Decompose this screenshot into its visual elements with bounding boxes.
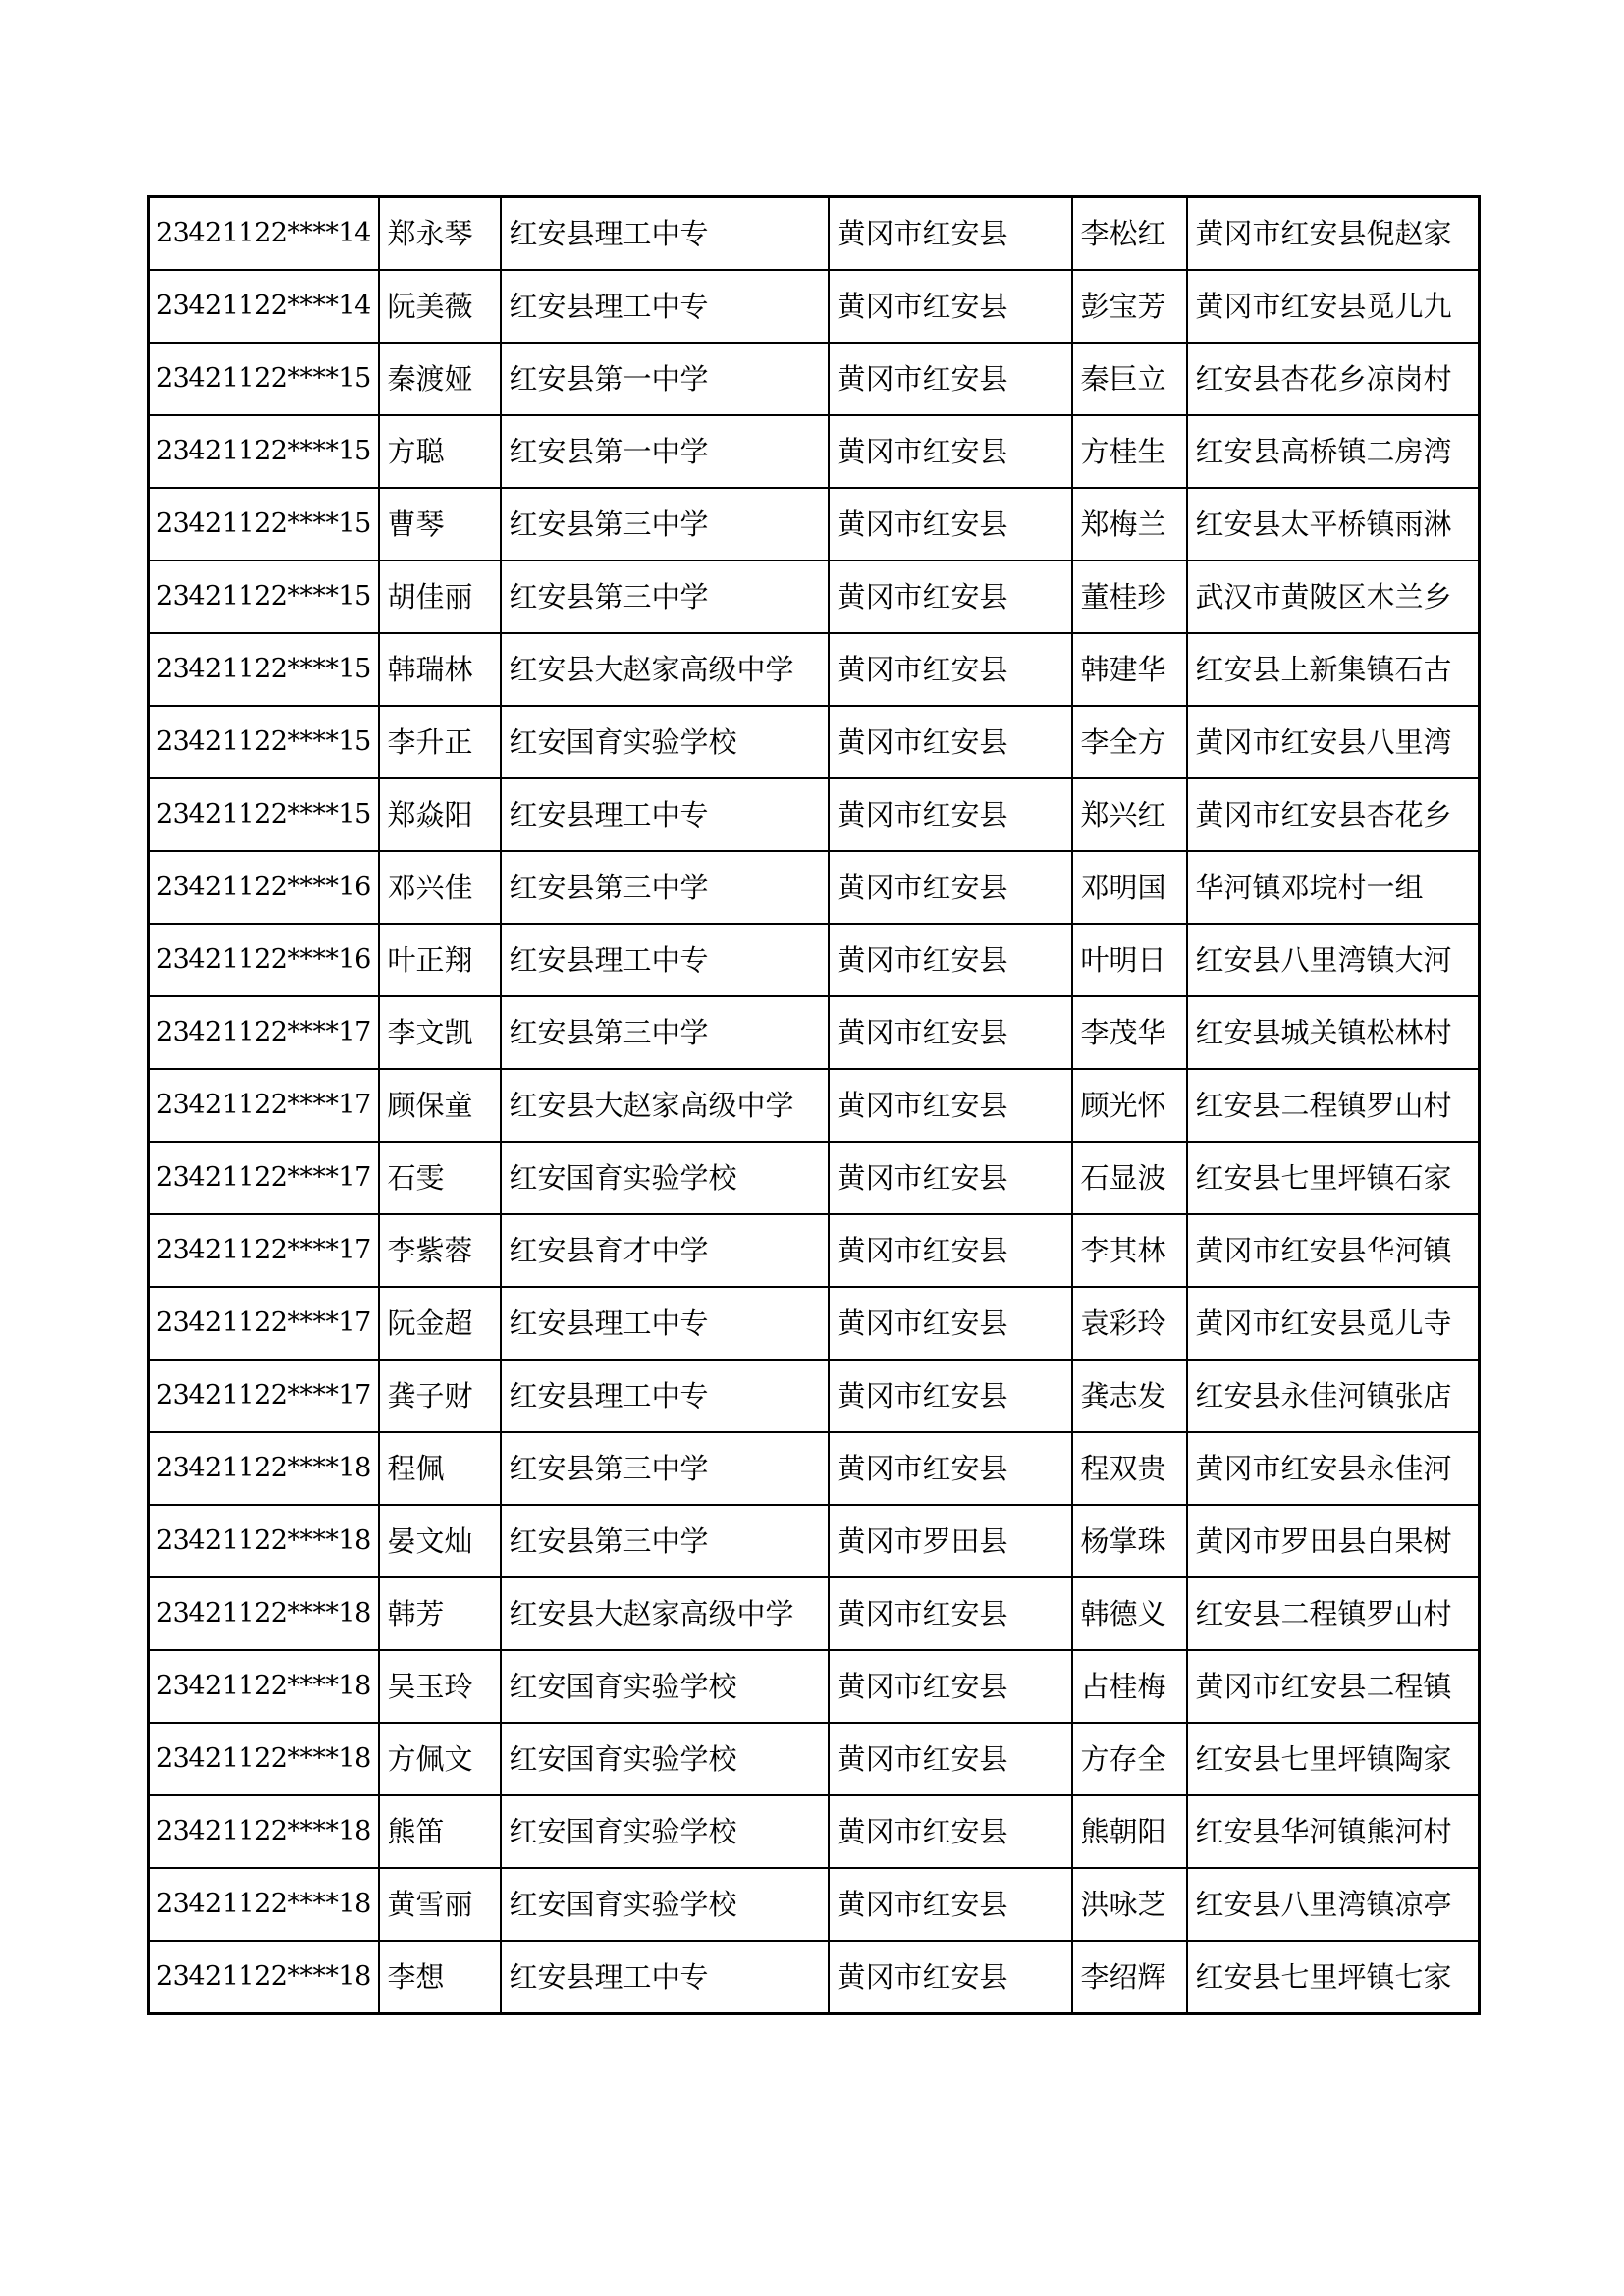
cell-student-name: 方聪 [379, 415, 501, 488]
cell-guardian-name: 李茂华 [1072, 996, 1187, 1069]
cell-city-county: 黄冈市红安县 [829, 343, 1072, 415]
cell-address: 红安县八里湾镇凉亭 [1187, 1868, 1480, 1941]
cell-address: 黄冈市红安县杏花乡 [1187, 778, 1480, 851]
cell-student-name: 阮金超 [379, 1287, 501, 1360]
cell-address: 红安县二程镇罗山村 [1187, 1069, 1480, 1142]
cell-student-name: 晏文灿 [379, 1505, 501, 1577]
cell-school: 红安县理工中专 [501, 1287, 829, 1360]
cell-guardian-name: 李松红 [1072, 197, 1187, 271]
cell-address: 黄冈市红安县二程镇 [1187, 1650, 1480, 1723]
cell-guardian-name: 石显波 [1072, 1142, 1187, 1214]
cell-city-county: 黄冈市红安县 [829, 1795, 1072, 1868]
table-row [149, 1795, 1480, 1868]
cell-guardian-name: 秦巨立 [1072, 343, 1187, 415]
cell-city-county: 黄冈市红安县 [829, 778, 1072, 851]
cell-school: 红安县大赵家高级中学 [501, 1069, 829, 1142]
cell-city-county: 黄冈市红安县 [829, 633, 1072, 706]
cell-id-number: 23421122****17 [149, 1069, 379, 1142]
cell-id-number: 23421122****17 [149, 1287, 379, 1360]
cell-city-county: 黄冈市红安县 [829, 1287, 1072, 1360]
table-row [149, 1868, 1480, 1941]
cell-student-name: 郑永琴 [379, 197, 501, 271]
cell-city-county: 黄冈市红安县 [829, 924, 1072, 996]
cell-id-number: 23421122****15 [149, 488, 379, 561]
cell-guardian-name: 彭宝芳 [1072, 270, 1187, 343]
cell-student-name: 程佩 [379, 1432, 501, 1505]
cell-guardian-name: 韩德义 [1072, 1577, 1187, 1650]
cell-id-number: 23421122****15 [149, 415, 379, 488]
cell-city-county: 黄冈市红安县 [829, 1723, 1072, 1795]
cell-id-number: 23421122****16 [149, 851, 379, 924]
cell-address: 黄冈市红安县觅儿寺 [1187, 1287, 1480, 1360]
table-row [149, 851, 1480, 924]
cell-address: 红安县二程镇罗山村 [1187, 1577, 1480, 1650]
cell-id-number: 23421122****17 [149, 1142, 379, 1214]
cell-address: 红安县上新集镇石古 [1187, 633, 1480, 706]
table-row [149, 343, 1480, 415]
cell-id-number: 23421122****18 [149, 1505, 379, 1577]
table-row [149, 1360, 1480, 1432]
cell-school: 红安县第一中学 [501, 415, 829, 488]
cell-id-number: 23421122****15 [149, 343, 379, 415]
cell-city-county: 黄冈市红安县 [829, 197, 1072, 271]
cell-school: 红安国育实验学校 [501, 706, 829, 778]
table-row [149, 1941, 1480, 2014]
cell-address: 红安县城关镇松林村 [1187, 996, 1480, 1069]
cell-address: 黄冈市红安县华河镇 [1187, 1214, 1480, 1287]
cell-school: 红安县理工中专 [501, 1360, 829, 1432]
cell-id-number: 23421122****14 [149, 197, 379, 271]
cell-guardian-name: 杨掌珠 [1072, 1505, 1187, 1577]
student-table [147, 195, 1481, 2015]
table-row [149, 1505, 1480, 1577]
table-row [149, 197, 1480, 271]
cell-guardian-name: 叶明日 [1072, 924, 1187, 996]
cell-student-name: 郑焱阳 [379, 778, 501, 851]
cell-id-number: 23421122****18 [149, 1723, 379, 1795]
cell-address: 黄冈市红安县永佳河 [1187, 1432, 1480, 1505]
cell-id-number: 23421122****15 [149, 706, 379, 778]
cell-address: 红安县杏花乡凉岗村 [1187, 343, 1480, 415]
cell-id-number: 23421122****18 [149, 1795, 379, 1868]
cell-id-number: 23421122****16 [149, 924, 379, 996]
table-row [149, 1723, 1480, 1795]
cell-city-county: 黄冈市红安县 [829, 270, 1072, 343]
cell-id-number: 23421122****18 [149, 1650, 379, 1723]
cell-address: 红安县七里坪镇陶家 [1187, 1723, 1480, 1795]
cell-school: 红安县第三中学 [501, 996, 829, 1069]
table-row [149, 633, 1480, 706]
cell-school: 红安国育实验学校 [501, 1142, 829, 1214]
cell-city-county: 黄冈市红安县 [829, 851, 1072, 924]
cell-address: 红安县太平桥镇雨淋 [1187, 488, 1480, 561]
cell-city-county: 黄冈市红安县 [829, 488, 1072, 561]
cell-id-number: 23421122****17 [149, 1214, 379, 1287]
cell-guardian-name: 郑梅兰 [1072, 488, 1187, 561]
cell-city-county: 黄冈市红安县 [829, 1650, 1072, 1723]
cell-guardian-name: 顾光怀 [1072, 1069, 1187, 1142]
table-row [149, 996, 1480, 1069]
table-row [149, 270, 1480, 343]
cell-student-name: 韩芳 [379, 1577, 501, 1650]
cell-guardian-name: 李全方 [1072, 706, 1187, 778]
cell-student-name: 黄雪丽 [379, 1868, 501, 1941]
cell-address: 红安县高桥镇二房湾 [1187, 415, 1480, 488]
cell-guardian-name: 韩建华 [1072, 633, 1187, 706]
cell-school: 红安县理工中专 [501, 1941, 829, 2014]
cell-id-number: 23421122****15 [149, 778, 379, 851]
cell-guardian-name: 熊朝阳 [1072, 1795, 1187, 1868]
cell-address: 红安县永佳河镇张店 [1187, 1360, 1480, 1432]
table-row [149, 706, 1480, 778]
cell-id-number: 23421122****18 [149, 1941, 379, 2014]
cell-school: 红安国育实验学校 [501, 1868, 829, 1941]
cell-student-name: 李文凯 [379, 996, 501, 1069]
cell-student-name: 李升正 [379, 706, 501, 778]
cell-id-number: 23421122****17 [149, 996, 379, 1069]
cell-student-name: 曹琴 [379, 488, 501, 561]
cell-school: 红安县大赵家高级中学 [501, 633, 829, 706]
cell-student-name: 胡佳丽 [379, 561, 501, 633]
table-row [149, 1142, 1480, 1214]
student-table-body [149, 197, 1480, 2014]
cell-student-name: 龚子财 [379, 1360, 501, 1432]
cell-school: 红安县理工中专 [501, 924, 829, 996]
table-row [149, 1069, 1480, 1142]
cell-student-name: 叶正翔 [379, 924, 501, 996]
cell-city-county: 黄冈市红安县 [829, 1360, 1072, 1432]
cell-school: 红安县第三中学 [501, 851, 829, 924]
cell-city-county: 黄冈市红安县 [829, 1577, 1072, 1650]
cell-city-county: 黄冈市红安县 [829, 1432, 1072, 1505]
cell-school: 红安国育实验学校 [501, 1723, 829, 1795]
cell-school: 红安县第三中学 [501, 1432, 829, 1505]
cell-school: 红安县育才中学 [501, 1214, 829, 1287]
table-row [149, 1577, 1480, 1650]
cell-address: 黄冈市红安县倪赵家 [1187, 197, 1480, 271]
cell-guardian-name: 李绍辉 [1072, 1941, 1187, 2014]
cell-school: 红安县理工中专 [501, 270, 829, 343]
cell-city-county: 黄冈市红安县 [829, 1868, 1072, 1941]
cell-city-county: 黄冈市罗田县 [829, 1505, 1072, 1577]
cell-city-county: 黄冈市红安县 [829, 1214, 1072, 1287]
cell-guardian-name: 程双贵 [1072, 1432, 1187, 1505]
cell-school: 红安县第三中学 [501, 488, 829, 561]
cell-school: 红安县理工中专 [501, 197, 829, 271]
cell-id-number: 23421122****18 [149, 1432, 379, 1505]
cell-student-name: 李紫蓉 [379, 1214, 501, 1287]
cell-student-name: 顾保童 [379, 1069, 501, 1142]
cell-student-name: 熊笛 [379, 1795, 501, 1868]
cell-school: 红安县第一中学 [501, 343, 829, 415]
cell-id-number: 23421122****15 [149, 633, 379, 706]
table-row [149, 1214, 1480, 1287]
cell-city-county: 黄冈市红安县 [829, 415, 1072, 488]
cell-city-county: 黄冈市红安县 [829, 1069, 1072, 1142]
cell-student-name: 秦渡娅 [379, 343, 501, 415]
cell-guardian-name: 方存全 [1072, 1723, 1187, 1795]
table-row [149, 924, 1480, 996]
cell-address: 黄冈市红安县八里湾 [1187, 706, 1480, 778]
cell-guardian-name: 龚志发 [1072, 1360, 1187, 1432]
cell-guardian-name: 邓明国 [1072, 851, 1187, 924]
table-row [149, 1650, 1480, 1723]
cell-student-name: 阮美薇 [379, 270, 501, 343]
table-row [149, 488, 1480, 561]
cell-address: 黄冈市罗田县白果树 [1187, 1505, 1480, 1577]
table-row [149, 561, 1480, 633]
cell-city-county: 黄冈市红安县 [829, 561, 1072, 633]
cell-address: 红安县八里湾镇大河 [1187, 924, 1480, 996]
cell-school: 红安国育实验学校 [501, 1650, 829, 1723]
cell-id-number: 23421122****17 [149, 1360, 379, 1432]
cell-address: 华河镇邓垸村一组 [1187, 851, 1480, 924]
cell-guardian-name: 董桂珍 [1072, 561, 1187, 633]
cell-id-number: 23421122****18 [149, 1577, 379, 1650]
cell-student-name: 邓兴佳 [379, 851, 501, 924]
cell-city-county: 黄冈市红安县 [829, 1142, 1072, 1214]
cell-school: 红安县大赵家高级中学 [501, 1577, 829, 1650]
cell-guardian-name: 李其林 [1072, 1214, 1187, 1287]
table-row [149, 1287, 1480, 1360]
cell-guardian-name: 占桂梅 [1072, 1650, 1187, 1723]
cell-address: 黄冈市红安县觅儿九 [1187, 270, 1480, 343]
cell-city-county: 黄冈市红安县 [829, 996, 1072, 1069]
cell-student-name: 吴玉玲 [379, 1650, 501, 1723]
cell-id-number: 23421122****18 [149, 1868, 379, 1941]
cell-student-name: 韩瑞林 [379, 633, 501, 706]
cell-address: 红安县七里坪镇石家 [1187, 1142, 1480, 1214]
table-row [149, 1432, 1480, 1505]
cell-guardian-name: 袁彩玲 [1072, 1287, 1187, 1360]
cell-student-name: 方佩文 [379, 1723, 501, 1795]
table-row [149, 415, 1480, 488]
cell-address: 红安县七里坪镇七家 [1187, 1941, 1480, 2014]
cell-school: 红安县第三中学 [501, 561, 829, 633]
cell-student-name: 李想 [379, 1941, 501, 2014]
table-row [149, 778, 1480, 851]
cell-city-county: 黄冈市红安县 [829, 1941, 1072, 2014]
cell-guardian-name: 洪咏芝 [1072, 1868, 1187, 1941]
cell-guardian-name: 郑兴红 [1072, 778, 1187, 851]
cell-school: 红安县第三中学 [501, 1505, 829, 1577]
cell-city-county: 黄冈市红安县 [829, 706, 1072, 778]
cell-guardian-name: 方桂生 [1072, 415, 1187, 488]
cell-id-number: 23421122****14 [149, 270, 379, 343]
cell-student-name: 石雯 [379, 1142, 501, 1214]
cell-address: 红安县华河镇熊河村 [1187, 1795, 1480, 1868]
cell-address: 武汉市黄陂区木兰乡 [1187, 561, 1480, 633]
cell-school: 红安国育实验学校 [501, 1795, 829, 1868]
cell-id-number: 23421122****15 [149, 561, 379, 633]
cell-school: 红安县理工中专 [501, 778, 829, 851]
